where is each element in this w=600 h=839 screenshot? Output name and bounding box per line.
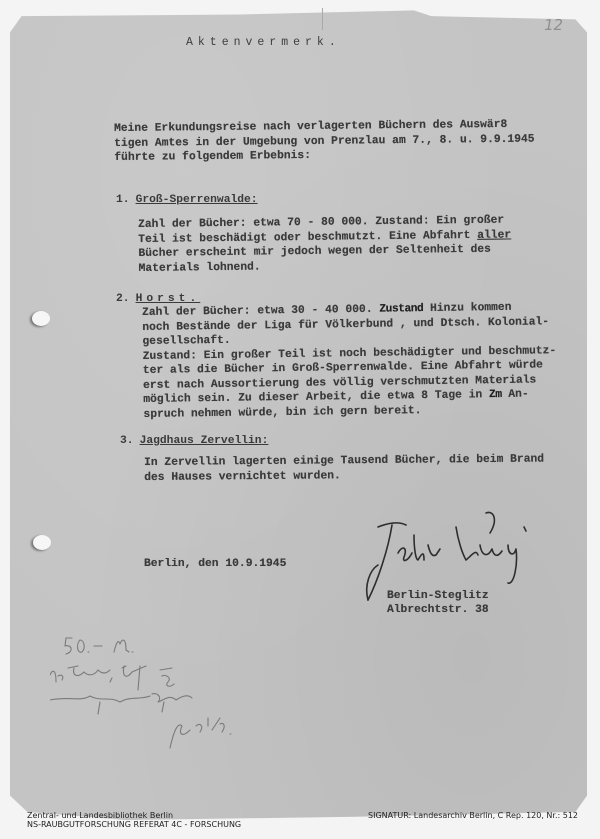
section-3-body [144, 453, 544, 485]
section-3-heading [120, 435, 268, 447]
body-line: Materials lohnend. [138, 261, 261, 275]
struck-out-text: Zm [488, 388, 502, 402]
body-line: des Hauses vernichtet wurden. [144, 469, 341, 484]
body-line: Hinzu kommen [423, 301, 512, 316]
punch-hole-bottom [33, 535, 51, 550]
dateline: Berlin, den 10.9.1945 [144, 558, 287, 570]
section-title: Jagdhaus Zervellin: [139, 435, 269, 447]
institution-name: Zentral- und Landesbibliothek Berlin [27, 811, 174, 820]
section-number: 3. [120, 435, 134, 447]
address-line: Berlin-Steglitz [387, 590, 489, 602]
section-title: Horst. [135, 293, 201, 305]
intro-line: führte zu folgendem Erbebnis: [114, 149, 312, 164]
body-line: In Zervellin lagerten einige Tausend Bücher, die beim Brand [144, 453, 545, 469]
body-line: möglich sein. Zu dieser Arbeit, die etwa 8 Tage in [143, 389, 490, 406]
section-number: 1. [116, 194, 130, 206]
paper-tear-mark [322, 8, 323, 30]
struck-out-text: Zustand [379, 303, 424, 316]
document-title: Aktenvermerk. [186, 36, 341, 49]
body-line: An- [501, 388, 529, 401]
handwritten-pencil-note-icon [50, 630, 240, 755]
body-line: ter als die Bücher in Groß-Sperrenwalde. Eine Abfahrt würde [142, 359, 543, 377]
section-2-body [142, 300, 557, 422]
intro-paragraph [114, 118, 535, 166]
underlined-word: aller [477, 228, 512, 242]
sender-address [387, 589, 489, 617]
body-line: spruch nehmen würde, bin ich gern bereit. [143, 404, 422, 421]
body-line: Zahl der Bücher: etwa 30 - 40 000. [142, 303, 380, 319]
body-line: Zustand: Ein großer Teil ist noch beschädigter und beschmutz- [142, 344, 557, 363]
archive-signature: SIGNATUR: Landesarchiv Berlin, C Rep. 120, Nr.: 512 [368, 811, 579, 820]
page-number: 12 [542, 16, 565, 34]
department-name: NS-RAUBGUTFORSCHUNG REFERAT 4C - FORSCHUNG [27, 820, 242, 829]
body-line: Bücher erscheint mir jedoch wegen der Seltenheit des [138, 243, 492, 260]
body-line: gesellschaft. [142, 334, 231, 348]
section-number: 2. [116, 293, 130, 305]
section-1-body [138, 213, 512, 276]
archive-footer-left [27, 811, 241, 829]
body-line: Teil ist beschädigt oder beschmutzt. Eine Abfahrt aller [138, 228, 512, 246]
section-1-heading [116, 194, 258, 206]
section-title: Groß-Sperrenwalde: [135, 194, 258, 206]
address-line: Albrechtstr. 38 [387, 604, 489, 616]
body-line: Zahl der Bücher: etwa 70 - 80 000. Zustand: Ein großer [138, 214, 505, 231]
body-line: noch Bestände der Liga für Völkerbund , und Dtsch. Kolonial- [142, 315, 550, 334]
intro-line: tigen Amtes in der Umgebung von Prenzlau am 7., 8. u. 9.9.1945 [114, 133, 535, 150]
punch-hole-top [32, 311, 50, 326]
section-2-heading [116, 293, 200, 305]
intro-line: Meine Erkundungsreise nach verlagerten Büchern des Auswär8 [114, 118, 508, 135]
body-line: erst nach Aussortierung des völlig verschmutzten Materials [143, 374, 537, 392]
